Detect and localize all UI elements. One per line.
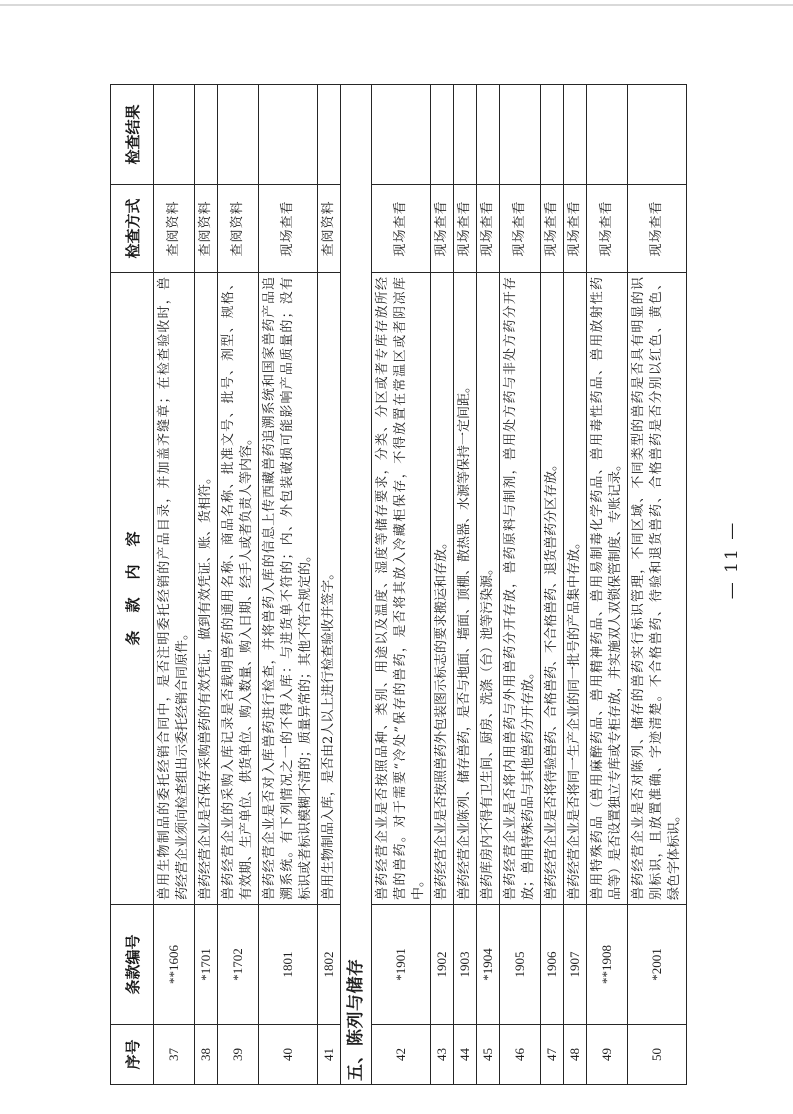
check-result bbox=[372, 85, 431, 185]
check-method: 现场查看 bbox=[431, 185, 454, 273]
clause-content-line: 兽药经营企业是否将同一生产企业的同一批号的产品集中存放。 bbox=[567, 535, 582, 900]
check-result bbox=[587, 85, 628, 185]
clause-content bbox=[195, 273, 218, 905]
table-row bbox=[500, 85, 541, 1085]
clause-content-line: 兽药经营企业的采购入库记录是否载明兽药的通用名称、商品名称、批准文号、批号、剂型、规格、 bbox=[221, 277, 236, 900]
check-method: 现场查看 bbox=[454, 185, 477, 273]
row-serial-number: 44 bbox=[454, 1025, 477, 1085]
check-method: 查阅资料 bbox=[154, 185, 195, 273]
clause-content bbox=[454, 273, 477, 905]
check-result bbox=[541, 85, 564, 185]
header-check-method: 检查方式 bbox=[111, 185, 154, 273]
clause-code: *1904 bbox=[477, 905, 500, 1025]
clause-content-line: 有效期、生产单位、供货单位、购入数量、购入日期、经手人或者负责人等内容。 bbox=[239, 431, 254, 900]
check-result bbox=[500, 85, 541, 185]
clause-content-line: 品等）是否设置独立专库或专柜存放，并实施双人双锁保管制度、专账记录。 bbox=[608, 457, 623, 900]
table-row bbox=[541, 85, 564, 1085]
check-result bbox=[195, 85, 218, 185]
clause-content-line: 兽药经营企业是否将内用兽药与外用兽药分开存放，兽药原料与制剂，兽用处方药与非处方药分开存 bbox=[503, 277, 518, 900]
row-serial-number: 37 bbox=[154, 1025, 195, 1085]
clause-content-line: 兽药经营企业陈列、储存兽药，是否与地面、墙面、顶棚、散热器、水源等保持一定间距。 bbox=[457, 379, 472, 900]
clause-content bbox=[564, 273, 587, 905]
clause-code: *1702 bbox=[218, 905, 259, 1025]
table-row bbox=[218, 85, 259, 1085]
clause-code: 1801 bbox=[259, 905, 318, 1025]
clause-code: 1906 bbox=[541, 905, 564, 1025]
check-method: 现场查看 bbox=[587, 185, 628, 273]
row-serial-number: 47 bbox=[541, 1025, 564, 1085]
table-body bbox=[154, 85, 687, 1085]
clause-code: 1905 bbox=[500, 905, 541, 1025]
check-result bbox=[154, 85, 195, 185]
clause-content bbox=[259, 273, 318, 905]
check-method: 查阅资料 bbox=[218, 185, 259, 273]
inspection-checklist-table bbox=[110, 84, 687, 1085]
table-header-row bbox=[111, 85, 154, 1085]
clause-content-line: 别标识，且放置准确、字迹清楚。不合格兽药、待验和退货兽药、合格兽药是否分别以红色、黄色、 bbox=[649, 277, 664, 900]
clause-code: **1606 bbox=[154, 905, 195, 1025]
page-number: — 11 — bbox=[722, 520, 742, 600]
clause-content-line: 药经营企业须向检查组出示委托经销合同原件。 bbox=[175, 626, 190, 900]
check-method: 查阅资料 bbox=[318, 185, 341, 273]
row-serial-number: 41 bbox=[318, 1025, 341, 1085]
check-method: 现场查看 bbox=[564, 185, 587, 273]
row-serial-number: 43 bbox=[431, 1025, 454, 1085]
table-row bbox=[564, 85, 587, 1085]
clause-code: *1701 bbox=[195, 905, 218, 1025]
clause-content-line: 兽用生物制品的委托经销合同中，是否注明委托经销的产品目录，并加盖齐缝章；在检查验收时，兽 bbox=[157, 277, 172, 900]
table-row bbox=[259, 85, 318, 1085]
row-serial-number: 39 bbox=[218, 1025, 259, 1085]
check-method: 现场查看 bbox=[628, 185, 687, 273]
clause-content-line: 兽用生物制品入库，是否由2人以上进行检查验收并签字。 bbox=[321, 566, 336, 900]
clause-code: **1908 bbox=[587, 905, 628, 1025]
row-serial-number: 40 bbox=[259, 1025, 318, 1085]
clause-content bbox=[372, 273, 431, 905]
clause-code: *2001 bbox=[628, 905, 687, 1025]
clause-content-line: 兽药经营企业是否按照品种、类别、用途以及温度、湿度等储存要求，分类、分区或者专库存放所经 bbox=[375, 277, 390, 900]
clause-content-line: 兽用特殊药品（兽用麻醉药品、兽用精神药品、兽用易制毒化学药品、兽用毒性药品、兽用放射性药 bbox=[590, 277, 605, 900]
check-result bbox=[431, 85, 454, 185]
table-header bbox=[111, 85, 154, 1085]
header-serial-number: 序号 bbox=[111, 1025, 154, 1085]
clause-code: 1907 bbox=[564, 905, 587, 1025]
clause-code: *1901 bbox=[372, 905, 431, 1025]
check-method: 查阅资料 bbox=[195, 185, 218, 273]
clause-content-line: 放；兽用特殊药品与其他兽药分开存放。 bbox=[521, 665, 536, 900]
clause-code: 1802 bbox=[318, 905, 341, 1025]
clause-content-line: 溯系统。有下列情况之一的不得入库：与进货单不符的；内、外包装破损可能影响产品质量的；没有 bbox=[280, 277, 295, 900]
check-method: 现场查看 bbox=[541, 185, 564, 273]
clause-content bbox=[431, 273, 454, 905]
table-row bbox=[587, 85, 628, 1085]
row-serial-number: 42 bbox=[372, 1025, 431, 1085]
row-serial-number: 49 bbox=[587, 1025, 628, 1085]
header-clause-content: 条款内容 bbox=[111, 273, 154, 905]
row-serial-number: 38 bbox=[195, 1025, 218, 1085]
row-serial-number: 46 bbox=[500, 1025, 541, 1085]
clause-content-line: 兽药经营企业是否将待验兽药、合格兽药、不合格兽药、退货兽药分区存放。 bbox=[544, 457, 559, 900]
table-row bbox=[154, 85, 195, 1085]
clause-content bbox=[477, 273, 500, 905]
clause-content bbox=[541, 273, 564, 905]
clause-content bbox=[154, 273, 195, 905]
table-row bbox=[431, 85, 454, 1085]
check-result bbox=[259, 85, 318, 185]
check-method: 现场查看 bbox=[372, 185, 431, 273]
row-serial-number: 45 bbox=[477, 1025, 500, 1085]
check-result bbox=[454, 85, 477, 185]
clause-code: 1902 bbox=[431, 905, 454, 1025]
check-method: 现场查看 bbox=[259, 185, 318, 273]
table-row bbox=[318, 85, 341, 1085]
table-row bbox=[195, 85, 218, 1085]
clause-content-line: 标识或者标识模糊不清的；质量异常的；其他不符合规定的。 bbox=[298, 548, 313, 900]
clause-content bbox=[218, 273, 259, 905]
header-check-result: 检查结果 bbox=[111, 85, 154, 185]
section-row bbox=[341, 85, 372, 1085]
clause-content-line: 兽药经营企业是否对陈列、储存的兽药实行标识管理，不同区域、不同类型的兽药是否具有明显的识 bbox=[631, 277, 646, 900]
check-result bbox=[628, 85, 687, 185]
row-serial-number: 48 bbox=[564, 1025, 587, 1085]
check-result bbox=[318, 85, 341, 185]
header-clause-code: 条款编号 bbox=[111, 905, 154, 1025]
clause-content bbox=[318, 273, 341, 905]
clause-content bbox=[500, 273, 541, 905]
clause-code: 1903 bbox=[454, 905, 477, 1025]
clause-content-line: 中。 bbox=[411, 873, 426, 900]
check-result bbox=[218, 85, 259, 185]
table-row bbox=[628, 85, 687, 1085]
clause-content bbox=[628, 273, 687, 905]
check-result bbox=[564, 85, 587, 185]
clause-content-line: 绿色字体标识。 bbox=[667, 808, 682, 900]
check-method: 现场查看 bbox=[500, 185, 541, 273]
check-result bbox=[477, 85, 500, 185]
section-heading: 五、陈列与储存 bbox=[341, 85, 372, 1085]
rotated-page-content bbox=[110, 85, 760, 1085]
table-row bbox=[477, 85, 500, 1085]
clause-content-line: 兽药库房内不得有卫生间、厨房、洗涤（台）池等污染源。 bbox=[480, 561, 495, 900]
clause-content-line: 兽药经营企业是否对入库兽药进行检查，并将兽药入库的信息上传西藏兽药追溯系统和国家兽药产品追 bbox=[262, 277, 277, 900]
clause-content-line: 营的兽药。对于需要“冷处”保存的兽药，是否将其放入冷藏柜保存，不得放置在常温区或者阴凉库 bbox=[393, 277, 408, 900]
scan-edge-line bbox=[0, 4, 793, 6]
check-method: 现场查看 bbox=[477, 185, 500, 273]
clause-content-line: 兽药经营企业是否保存采购兽药的有效凭证，做到有效凭证、账、货相符。 bbox=[198, 470, 213, 900]
table-row bbox=[372, 85, 431, 1085]
table-row bbox=[454, 85, 477, 1085]
row-serial-number: 50 bbox=[628, 1025, 687, 1085]
clause-content-line: 兽药经营企业是否按照兽药外包装图示标志的要求搬运和存放。 bbox=[434, 535, 449, 900]
clause-content bbox=[587, 273, 628, 905]
